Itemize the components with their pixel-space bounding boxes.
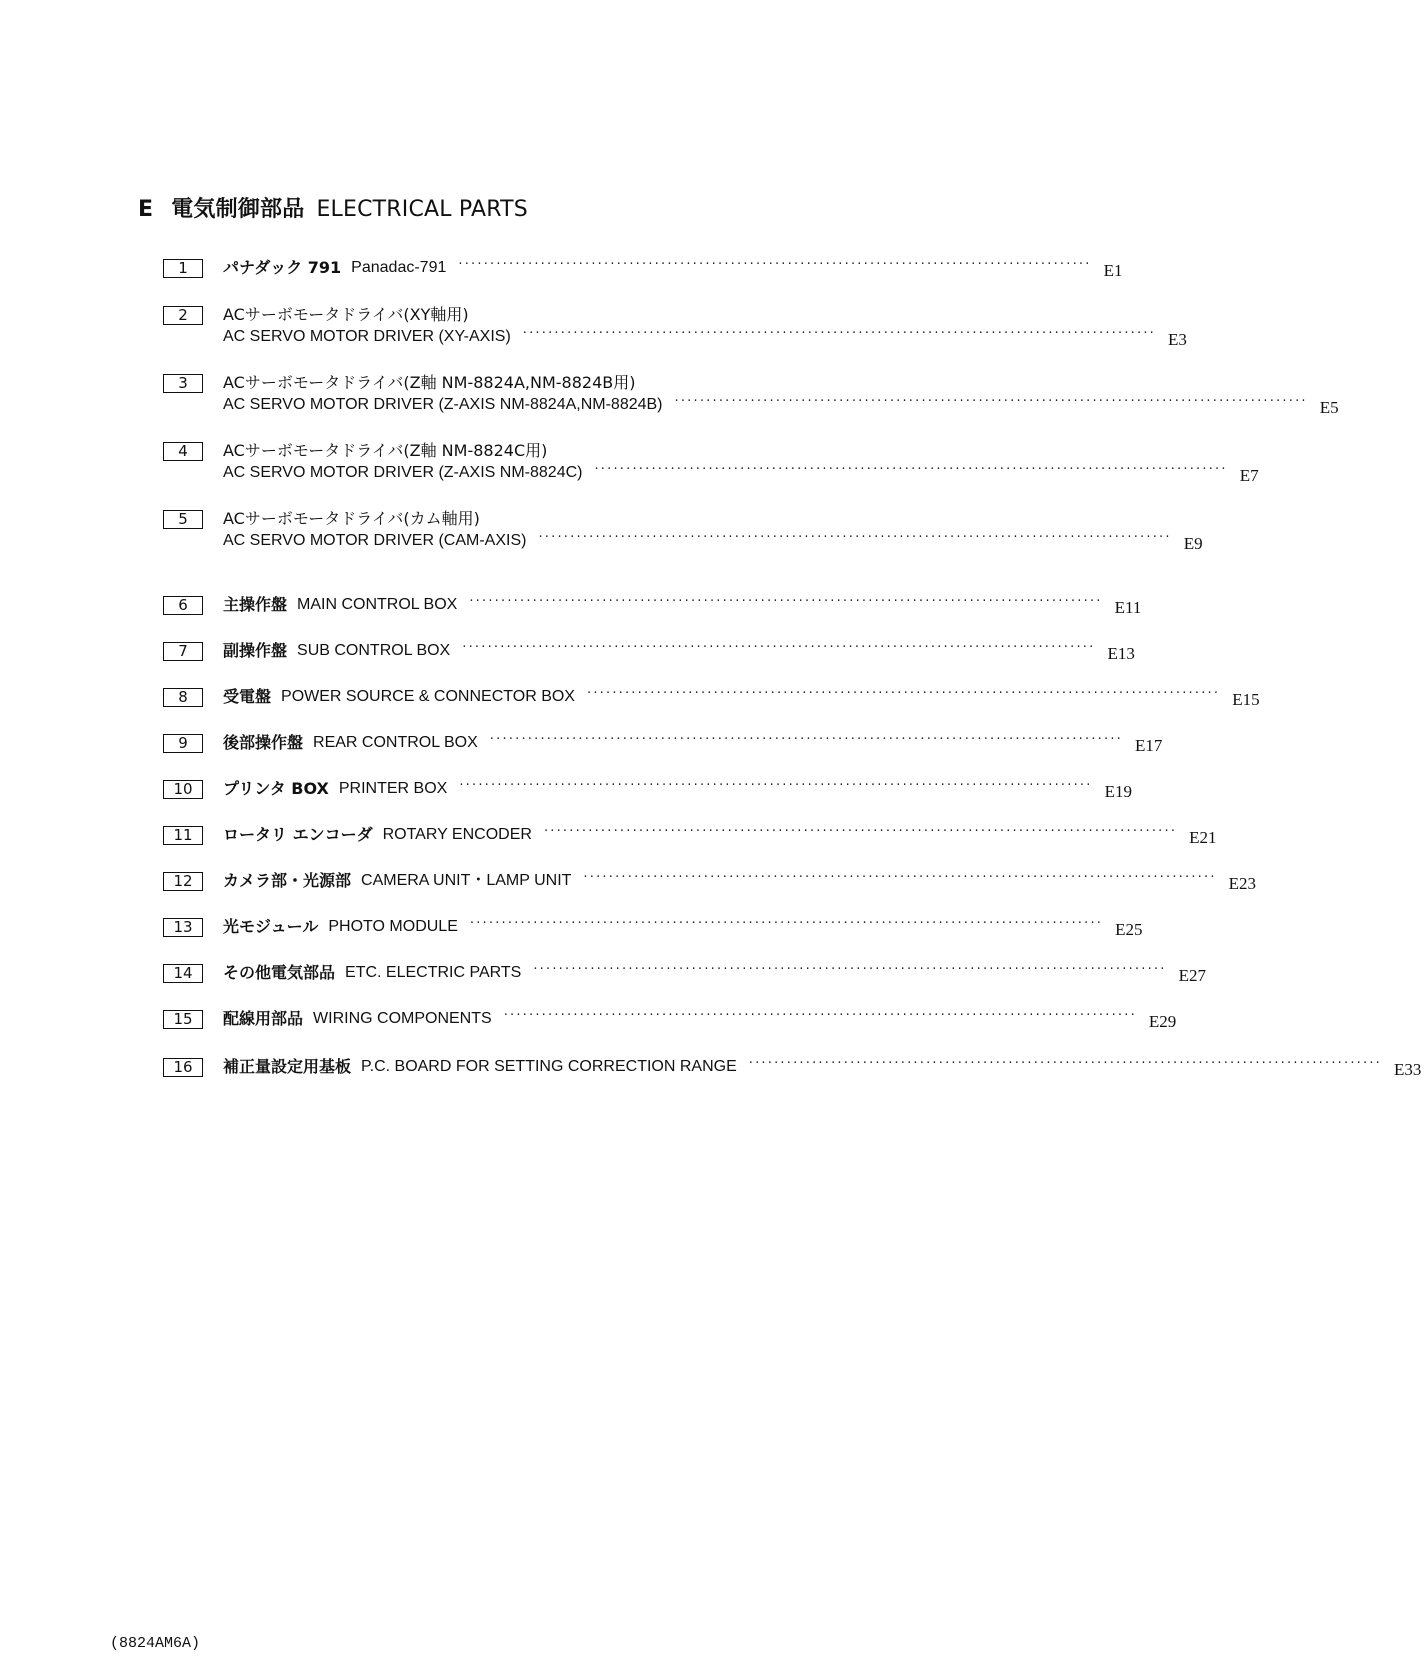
entry-title-jp: ACサーボモータドライバ(Z軸 NM-8824C用) [223,441,548,460]
entry-number-box: 13 [163,918,203,937]
leader-dots: ···································································································· [469,916,1104,931]
entry-title-en: AC SERVO MOTOR DRIVER (Z-AXIS NM-8824C) [223,464,583,481]
toc-entry-5[interactable] [163,509,1203,569]
entry-page-ref[interactable]: E21 [1189,828,1217,847]
entry-title-en: CAMERA UNIT・LAMP UNIT [361,872,572,889]
entry-page-ref[interactable]: E19 [1104,782,1132,801]
toc-entry-16[interactable] [163,1056,1422,1117]
entry-title-jp: 後部操作盤 [223,733,304,752]
entry-title-en: MAIN CONTROL BOX [297,596,458,613]
leader-dots: ···································································································· [586,686,1221,701]
entry-title-jp: ACサーボモータドライバ(カム軸用) [223,509,480,528]
entry-title-en: WIRING COMPONENTS [313,1010,492,1027]
entry-page-ref[interactable]: E23 [1228,874,1257,893]
entry-title-jp: その他電気部品 [223,963,336,982]
leader-dots: ···································································································· [469,594,1103,609]
leader-dots: ···································································································· [543,824,1178,839]
entry-title-en: SUB CONTROL BOX [297,642,451,659]
toc-entry-3[interactable] [163,373,1339,433]
entry-number-box: 16 [163,1058,203,1077]
section-letter: E [138,197,154,222]
leader-dots: ···································································································· [462,640,1096,655]
entry-number-box: 4 [163,442,203,461]
toc-entry-2[interactable] [163,305,1187,365]
entry-number-box: 14 [163,964,203,983]
entry-page-ref[interactable]: E3 [1168,330,1187,349]
entry-page-ref[interactable]: E11 [1114,598,1142,617]
entry-page-ref[interactable]: E29 [1148,1012,1177,1031]
entry-title-en: ROTARY ENCODER [382,826,532,843]
leader-dots: ···································································································· [748,1056,1382,1071]
entry-title-jp: 副操作盤 [223,641,288,660]
entry-title-jp: カメラ部・光源部 [223,871,352,890]
leader-dots: ···································································································· [503,1008,1137,1023]
entry-page-ref[interactable]: E27 [1178,966,1206,985]
entry-title-jp: 受電盤 [223,687,272,706]
leader-dots: ···································································································· [459,778,1093,793]
entry-title-jp: ACサーボモータドライバ(XY軸用) [223,305,469,324]
entry-title-en: AC SERVO MOTOR DRIVER (XY-AXIS) [223,328,511,345]
entry-title-en: AC SERVO MOTOR DRIVER (CAM-AXIS) [223,532,527,549]
entry-page-ref[interactable]: E33 [1394,1060,1422,1079]
entry-number-box: 8 [163,688,203,707]
entry-page-ref[interactable]: E1 [1103,261,1123,280]
entry-number-box: 7 [163,642,203,661]
entry-title-jp: ロータリ エンコーダ [223,825,373,844]
entry-title-jp: ACサーボモータドライバ(Z軸 NM-8824A,NM-8824B用) [223,373,636,392]
leader-dots: ···································································································· [583,870,1217,885]
entry-page-ref[interactable]: E7 [1239,466,1259,485]
entry-page-ref[interactable]: E9 [1183,534,1203,553]
entry-number-box: 12 [163,872,203,891]
entry-title-en: PHOTO MODULE [328,918,458,935]
leader-dots: ···································································································· [458,257,1092,272]
entry-page-ref[interactable]: E15 [1232,690,1260,709]
entry-title-jp: 配線用部品 [223,1009,304,1028]
entry-number-box: 2 [163,306,203,325]
entry-number-box: 9 [163,734,203,753]
entry-title-jp: プリンタ BOX [223,779,329,798]
toc-entry-4[interactable] [163,441,1259,501]
leader-dots: ···································································································· [538,530,1172,545]
document-code: (8824AM6A) [110,1635,201,1652]
title-japanese: 電気制御部品 [171,197,305,222]
entry-number-box: 6 [163,596,203,615]
leader-dots: ···································································································· [674,394,1308,409]
entry-title-en: POWER SOURCE & CONNECTOR BOX [281,688,575,705]
entry-number-box: 11 [163,826,203,845]
entry-title-jp: 補正量設定用基板 [223,1057,352,1076]
leader-dots: ···································································································· [522,326,1156,341]
title-english: ELECTRICAL PARTS [316,197,528,222]
entry-number-box: 15 [163,1010,203,1029]
entry-title-en: PRINTER BOX [338,780,448,797]
entry-title-jp: パナダック 791 [223,258,342,277]
leader-dots: ···································································································· [594,462,1228,477]
entry-number-box: 5 [163,510,203,529]
entry-number-box: 10 [163,780,203,799]
entry-page-ref[interactable]: E5 [1319,398,1339,417]
entry-title-en: Panadac-791 [351,259,447,276]
entry-title-en: REAR CONTROL BOX [313,734,478,751]
entry-title-en: P.C. BOARD FOR SETTING CORRECTION RANGE [361,1058,737,1075]
entry-title-en: ETC. ELECTRIC PARTS [345,964,522,981]
page-title [138,192,528,223]
entry-number-box: 1 [163,259,203,278]
entry-title-jp: 光モジュール [223,917,319,936]
entry-title-en: AC SERVO MOTOR DRIVER (Z-AXIS NM-8824A,NM-8824B) [223,396,663,413]
entry-title-jp: 主操作盤 [223,595,288,614]
entry-number-box: 3 [163,374,203,393]
leader-dots: ···································································································· [533,962,1167,977]
entry-page-ref[interactable]: E13 [1107,644,1135,663]
entry-page-ref[interactable]: E17 [1135,736,1163,755]
leader-dots: ···································································································· [489,732,1124,747]
entry-page-ref[interactable]: E25 [1115,920,1143,939]
